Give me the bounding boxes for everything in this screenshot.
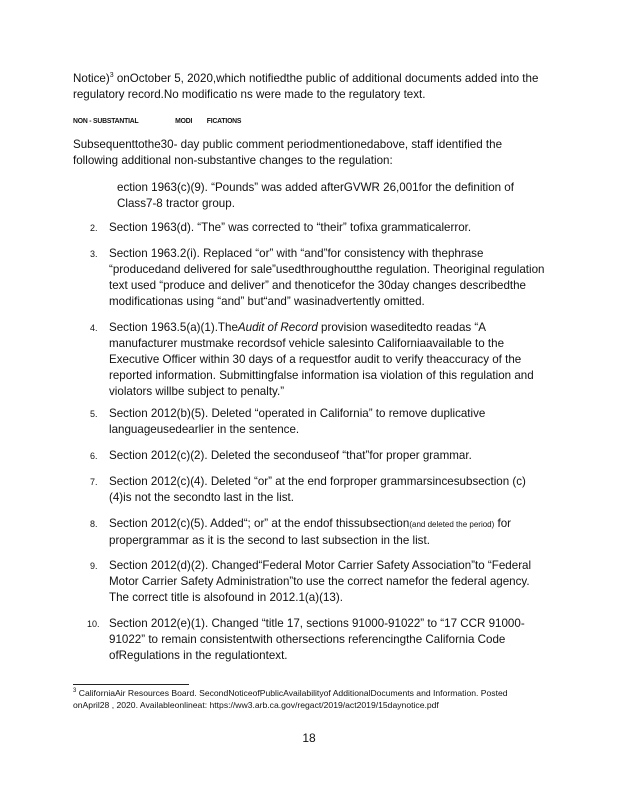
- footnote-separator: [73, 684, 189, 685]
- lead-paragraph: Subsequenttothe30- day public comment periodmentionedabove, staff identified the following additional non-substantive changes to the regulation:: [73, 138, 503, 167]
- intro-text-start: Notice): [73, 72, 110, 85]
- list-item-text-start: Section 2012(c)(5). Added“; or” at the endof thissubsection: [109, 517, 410, 530]
- list-item-text: ection 1963(c)(9). “Pounds” was added afterGVWR 26,001for the definition of Class7-8 tractor group.: [117, 181, 514, 210]
- list-item-number: 5.: [90, 409, 98, 419]
- list-item-number: 6.: [90, 451, 98, 461]
- list-item-text-start: Section 1963.5(a)(1).The: [109, 321, 238, 334]
- page-number: 18: [302, 731, 316, 745]
- heading-part-3: FICATIONS: [206, 116, 242, 125]
- footnote-text: CaliforniaAir Resources Board. SecondNoticeofPublicAvailabilityof AdditionalDocuments and Information. Posted onApril28 , 2020. Availableonlineat: https://ww3.arb.ca.gov/regact/2019/act2019/15daynotice.pdf: [73, 688, 508, 710]
- list-item-number: 8.: [90, 519, 98, 529]
- intro-paragraph: [73, 71, 545, 103]
- list-item-text: Section 2012(d)(2). Changed“Federal Motor Carrier Safety Association”to “Federal Motor Carrier Safety Administration”to use the correct namefor the federal agency. The correct title is alsofound in 2012.1(a)(13).: [109, 559, 532, 604]
- list-item-text: Section 1963.2(i). Replaced “or” with “and”for consistency with thephrase “producedand delivered for sale”usedthroughoutthe regulation. Theoriginal regulation text used “produce and deliver” and thenoticefor the 30day changes describedthe modificationas using “and” but“and” wasinadvertently omitted.: [109, 247, 545, 308]
- section-heading: [73, 116, 241, 125]
- list-item-text: Section 1963(d). “The” was corrected to “their” tofixa grammaticalerror.: [109, 221, 472, 234]
- list-item-text: [109, 320, 545, 400]
- list-item-number: 4.: [90, 323, 98, 333]
- intro-text-end: onOctober 5, 2020,which notifiedthe public of additional documents added into the regulatory record.No modificatio ns were made to the regulatory text.: [73, 72, 539, 101]
- list-item-small-text: (and deleted the period): [409, 520, 495, 529]
- list-item-text-end: for propergrammar as it is the second to last subsection in the list.: [109, 517, 512, 547]
- footnote-marker: 3: [73, 688, 77, 695]
- list-item-text: Section 2012(b)(5). Deleted “operated in California” to remove duplicative languageusedearlier in the sentence.: [109, 407, 486, 436]
- list-item-text-end: provision waseditedto readas “A manufacturer mustmake recordsof vehicle salesinto Californiaavailable to the Executive Officer within 30 days of a requestfor audit to verify theaccuracy of the reported information. Submittingfalse information isa violation of this regulation and violators willbe subject to penalty.”: [109, 321, 534, 398]
- list-item-number: 2.: [90, 223, 98, 233]
- list-item-text: Section 2012(e)(1). Changed “title 17, sections 91000-91022” to “17 CCR 91000-91022” to remain consistentwith othersections referencingthe California Code ofRegulations in the regulationtext.: [109, 617, 525, 662]
- audit-of-record-term: Audit of Record: [237, 321, 318, 334]
- list-item-text: Section 2012(c)(2). Deleted the seconduseof “that”for proper grammar.: [109, 449, 472, 462]
- heading-part-2: MODI: [175, 116, 193, 125]
- list-item-number: 10.: [87, 619, 100, 629]
- list-item-number: 3.: [90, 249, 98, 259]
- footnote-reference[interactable]: 3: [109, 72, 114, 80]
- list-item-text: Section 2012(c)(4). Deleted “or” at the end forproper grammarsincesubsection (c)(4)is not the secondto last in the list.: [109, 475, 526, 504]
- list-item-number: 7.: [90, 477, 98, 487]
- list-item-text: [109, 516, 545, 549]
- heading-part-1: NON - SUBSTANTIAL: [73, 116, 139, 125]
- list-item-number: 9.: [90, 561, 98, 571]
- footnote: [73, 688, 545, 711]
